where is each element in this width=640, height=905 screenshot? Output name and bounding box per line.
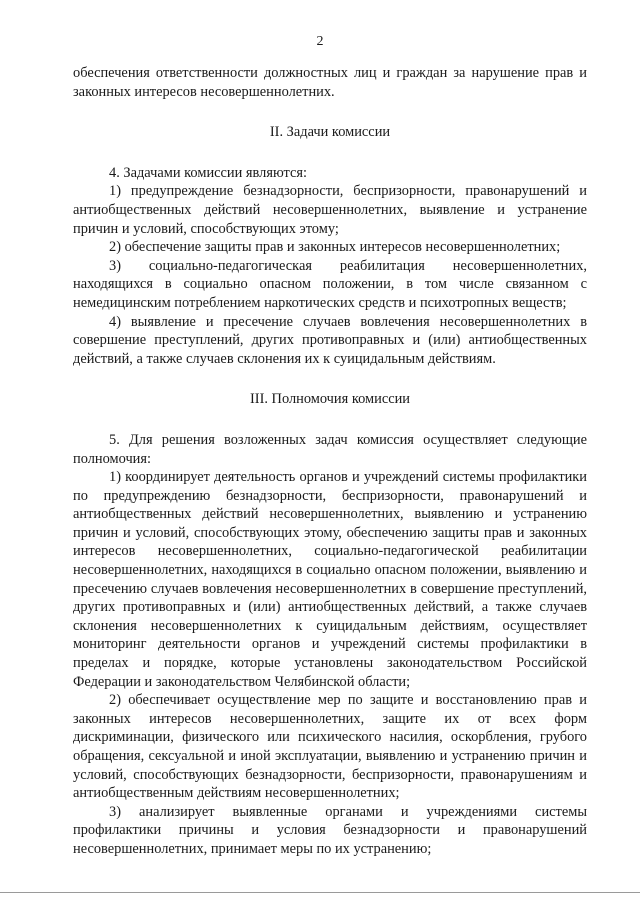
paragraph-4-4: 4) выявление и пресечение случаев вовлечения несовершеннолетних в совершение преступлений, других противоправных и (или) антиобщественных действий, а также случаев склонения их к суицидальным действиям. xyxy=(73,313,587,367)
document-body xyxy=(73,64,587,859)
section-heading-powers: III. Полномочия комиссии xyxy=(249,391,411,408)
paragraph-5-3: 3) анализирует выявленные органами и учреждениями системы профилактики причины и условия безнадзорности и правонарушений несовершеннолетних, принимает меры по их устранению; xyxy=(73,803,587,857)
paragraph-4-1: 1) предупреждение безнадзорности, беспризорности, правонарушений и антиобщественных действий несовершеннолетних, выявление и устранение причин и условий, способствующих этому; xyxy=(73,183,587,237)
paragraph-4-2: 2) обеспечение защиты прав и законных интересов несовершеннолетних; xyxy=(109,239,561,256)
page-bottom-edge xyxy=(0,892,640,893)
section-heading-tasks: II. Задачи комиссии xyxy=(269,124,391,141)
page-number: 2 xyxy=(316,34,324,49)
paragraph-5-1: 1) координирует деятельность органов и учреждений системы профилактики по предупреждению безнадзорности, беспризорности, правонарушений и антиобщественных действий несовершеннолетних, выявлению и устранению причин и условий, способствующих этому, обеспечению защиты прав и законных интересов несовершеннолетних, социально-педагогической реабилитации несовершеннолетних, находящихся в социально опасном положении, выявлению и пресечению случаев вовлечения несовершеннолетних в совершение преступлений, других противоправных и (или) антиобщественных действий, а также случаев склонения несовершеннолетних к суицидальным действиям, осуществляет мониторинг деятельности органов и учреждений системы профилактики в пределах и порядке, которые установлены законодательством Российской Федерации и законодательством Челябинской области; xyxy=(73,469,587,690)
paragraph-4-3: 3) социально-педагогическая реабилитация несовершеннолетних, находящихся в социально опасном положении, в том числе связанном с немедицинским потреблением наркотических средств и психотропных веществ; xyxy=(73,257,587,311)
paragraph-intro: обеспечения ответственности должностных лиц и граждан за нарушение прав и законных интересов несовершеннолетних. xyxy=(73,65,587,100)
paragraph-5-2: 2) обеспечивает осуществление мер по защите и восстановлению прав и законных интересов несовершеннолетних, защите их от всех форм дискриминации, физического или психического насилия, оскорбления, грубого обращения, сексуальной и иной эксплуатации, выявлению и устранению причин и условий, способствующих безнадзорности, беспризорности, правонарушениям и антиобщественным действиям несовершеннолетних; xyxy=(73,692,587,802)
paragraph-5: 5. Для решения возложенных задач комиссия осуществляет следующие полномочия: xyxy=(73,431,587,467)
paragraph-4: 4. Задачами комиссии являются: xyxy=(109,164,307,181)
